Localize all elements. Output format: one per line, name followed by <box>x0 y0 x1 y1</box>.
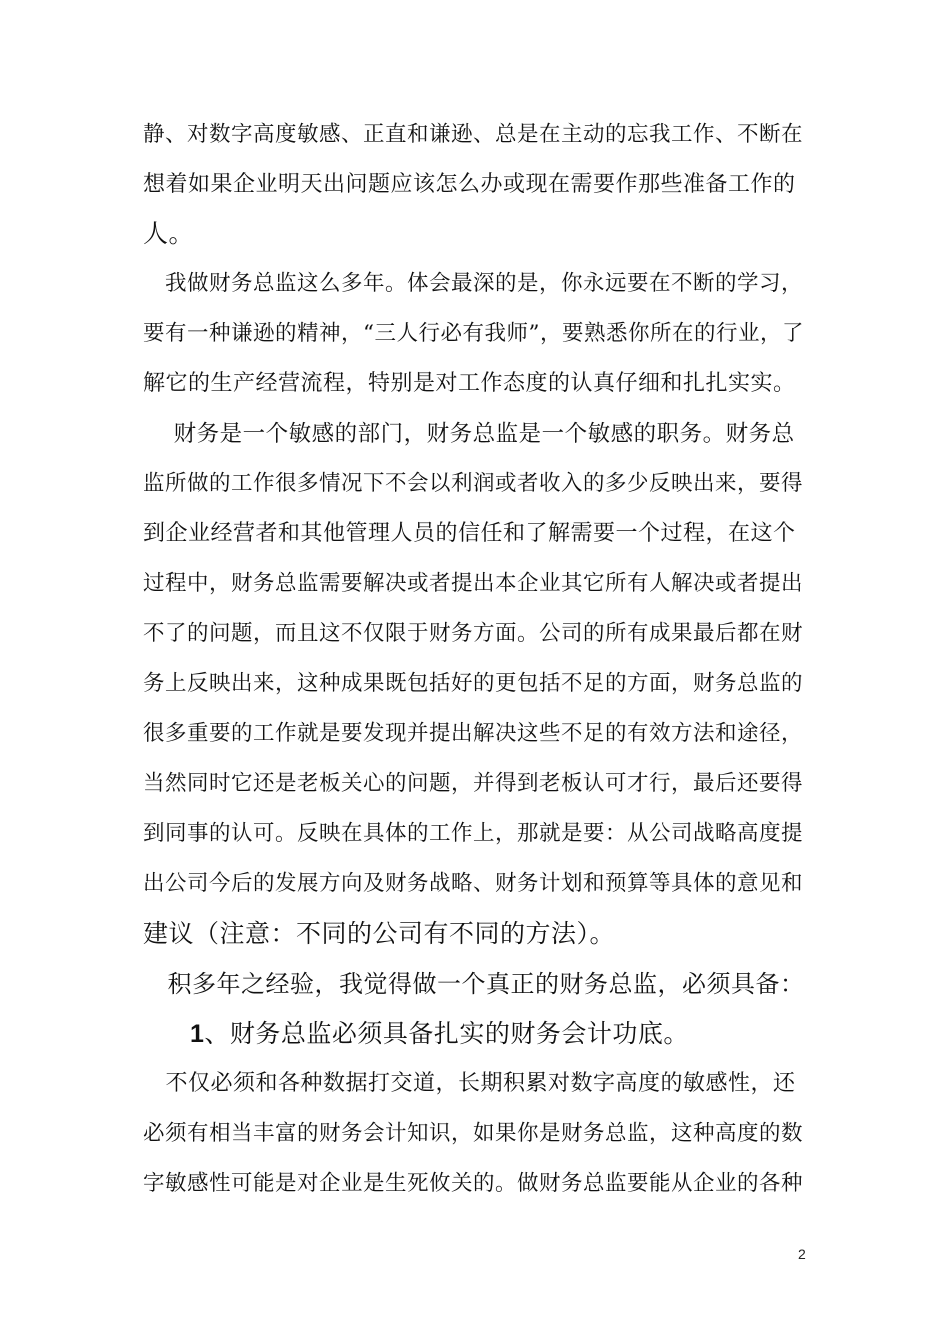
text-line: 监所做的工作很多情况下不会以利润或者收入的多少反映出来，要得 <box>143 471 804 496</box>
text-line: 过程中，财务总监需要解决或者提出本企业其它所有人解决或者提出 <box>143 571 804 596</box>
text-line: 出公司今后的发展方向及财务战略、财务计划和预算等具体的意见和 <box>143 871 804 896</box>
text-line: 我做财务总监这么多年。体会最深的是，你永远要在不断的学习， <box>143 271 804 296</box>
text-line: 到企业经营者和其他管理人员的信任和了解需要一个过程，在这个 <box>143 521 796 546</box>
text-line: 不了的问题，而且这不仅限于财务方面。公司的所有成果最后都在财 <box>143 621 804 646</box>
text-line: 务上反映出来，这种成果既包括好的更包括不足的方面，财务总监的 <box>143 671 804 696</box>
item-number: 1 <box>190 1020 205 1048</box>
text-line: 字敏感性可能是对企业是生死攸关的。做财务总监要能从企业的各种 <box>143 1171 804 1196</box>
text-line: 建议（注意：不同的公司有不同的方法）。 <box>143 919 616 948</box>
item-text: 、财务总监必须具备扎实的财务会计功底。 <box>204 1019 689 1048</box>
numbered-item <box>190 1019 689 1049</box>
text-line: 当然同时它还是老板关心的问题，并得到老板认可才行，最后还要得 <box>143 771 804 796</box>
page-number: 2 <box>798 1246 806 1262</box>
text-line: 想着如果企业明天出问题应该怎么办或现在需要作那些准备工作的 <box>143 172 796 197</box>
text-line: 静、对数字高度敏感、正直和谦逊、总是在主动的忘我工作、不断在 <box>143 122 804 147</box>
text-line: 到同事的认可。反映在具体的工作上，那就是要：从公司战略高度提 <box>143 821 804 846</box>
text-line: 很多重要的工作就是要发现并提出解决这些不足的有效方法和途径， <box>143 721 804 746</box>
text-line: 人。 <box>143 219 195 248</box>
text-line: 必须有相当丰富的财务会计知识，如果你是财务总监，这种高度的数 <box>143 1121 804 1146</box>
text-line: 不仅必须和各种数据打交道，长期积累对数字高度的敏感性，还 <box>143 1071 796 1096</box>
text-line: 财务是一个敏感的部门，财务总监是一个敏感的职务。财务总 <box>143 421 795 447</box>
text-line: 解它的生产经营流程，特别是对工作态度的认真仔细和扎扎实实。 <box>143 371 796 396</box>
text-line: 积多年之经验，我觉得做一个真正的财务总监，必须具备： <box>143 970 805 998</box>
text-line: 要有一种谦逊的精神，“三人行必有我师”，要熟悉你所在的行业，了 <box>143 321 804 346</box>
